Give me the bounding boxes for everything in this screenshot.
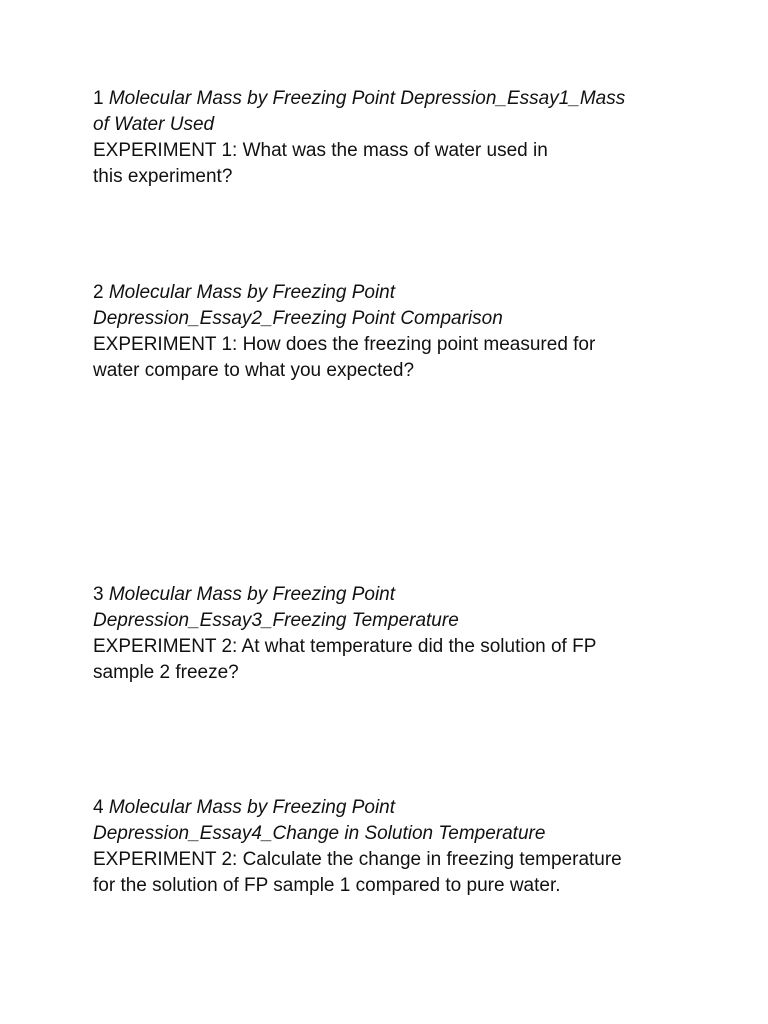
- question-1-title: [93, 86, 693, 138]
- question-2-prompt: EXPERIMENT 1: How does the freezing point measured for water compare to what you expected?: [93, 334, 596, 381]
- question-4-title-text: Molecular Mass by Freezing Point Depression_Essay4_Change in Solution Temperature: [93, 797, 546, 844]
- question-3-title-text: Molecular Mass by Freezing Point Depression_Essay3_Freezing Temperature: [93, 584, 459, 631]
- question-1-prompt: EXPERIMENT 1: What was the mass of water used in this experiment?: [93, 140, 548, 187]
- question-4: [93, 795, 693, 899]
- question-3-number: 3: [93, 584, 104, 605]
- question-3-title: [93, 582, 693, 634]
- question-4-title: [93, 795, 693, 847]
- question-2-title: [93, 280, 693, 332]
- question-2-title-text: Molecular Mass by Freezing Point Depression_Essay2_Freezing Point Comparison: [93, 282, 503, 329]
- question-1-number: 1: [93, 88, 104, 109]
- question-2-number: 2: [93, 282, 104, 303]
- question-3-prompt: EXPERIMENT 2: At what temperature did the solution of FP sample 2 freeze?: [93, 636, 597, 683]
- question-1-title-text: Molecular Mass by Freezing Point Depression_Essay1_Mass of Water Used: [93, 88, 626, 135]
- question-1: [93, 86, 693, 190]
- question-2: [93, 280, 693, 384]
- question-4-number: 4: [93, 797, 104, 818]
- question-3: [93, 582, 693, 686]
- question-4-prompt: EXPERIMENT 2: Calculate the change in freezing temperature for the solution of FP sample 1 compared to pure water.: [93, 849, 622, 896]
